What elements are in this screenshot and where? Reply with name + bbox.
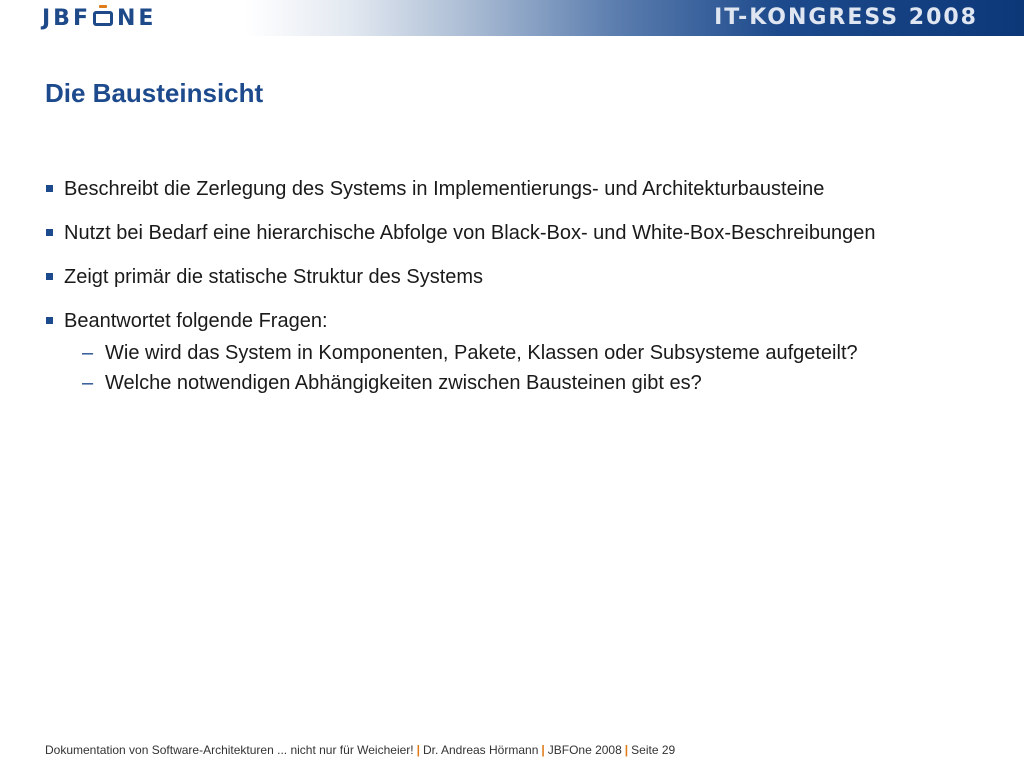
logo-text-left: JBF xyxy=(42,5,91,31)
footer-doc-title: Dokumentation von Software-Architekturen ... nicht nur für Weicheier! xyxy=(45,743,414,757)
bullet-item xyxy=(45,176,975,202)
bullet-square-icon xyxy=(46,185,53,192)
bullet-text: Beantwortet folgende Fragen: xyxy=(64,310,328,332)
header-bar xyxy=(0,0,1024,36)
footer-event: JBFOne 2008 xyxy=(547,743,622,757)
bullet-square-icon xyxy=(46,317,53,324)
bullet-text: Beschreibt die Zerlegung des Systems in Implementierungs- und Architekturbausteine xyxy=(64,178,825,200)
bullet-item xyxy=(45,264,975,290)
bullet-item xyxy=(45,220,975,246)
bullet-item xyxy=(45,308,975,398)
footer-separator: | xyxy=(541,743,545,757)
bullet-text: Zeigt primär die statische Struktur des Systems xyxy=(64,266,484,288)
footer-author: Dr. Andreas Hörmann xyxy=(422,743,539,757)
dash-icon: – xyxy=(82,342,94,364)
logo-text-right: NE xyxy=(116,5,157,31)
slide-title: Die Bausteinsicht xyxy=(45,78,264,108)
jbfone-logo xyxy=(42,5,156,31)
sub-bullet-list xyxy=(64,338,975,398)
bullet-text: Nutzt bei Bedarf eine hierarchische Abfolge von Black-Box- und White-Box-Beschreibungen xyxy=(64,222,876,244)
sub-bullet-text: Wie wird das System in Komponenten, Pakete, Klassen oder Subsysteme aufgeteilt? xyxy=(105,342,858,364)
event-title: IT-KONGRESS 2008 xyxy=(714,5,978,30)
footer-separator: | xyxy=(416,743,420,757)
dash-icon: – xyxy=(82,372,94,394)
sub-bullet-item xyxy=(64,368,975,398)
bullet-square-icon xyxy=(46,273,53,280)
logo-o-mark-icon xyxy=(93,11,113,26)
sub-bullet-item xyxy=(64,338,975,368)
sub-bullet-text: Welche notwendigen Abhängigkeiten zwischen Bausteinen gibt es? xyxy=(105,372,702,394)
bullet-list xyxy=(45,176,975,416)
footer-separator: | xyxy=(624,743,629,757)
bullet-square-icon xyxy=(46,229,53,236)
footer xyxy=(45,743,675,757)
footer-page-number: Seite 29 xyxy=(631,743,676,757)
